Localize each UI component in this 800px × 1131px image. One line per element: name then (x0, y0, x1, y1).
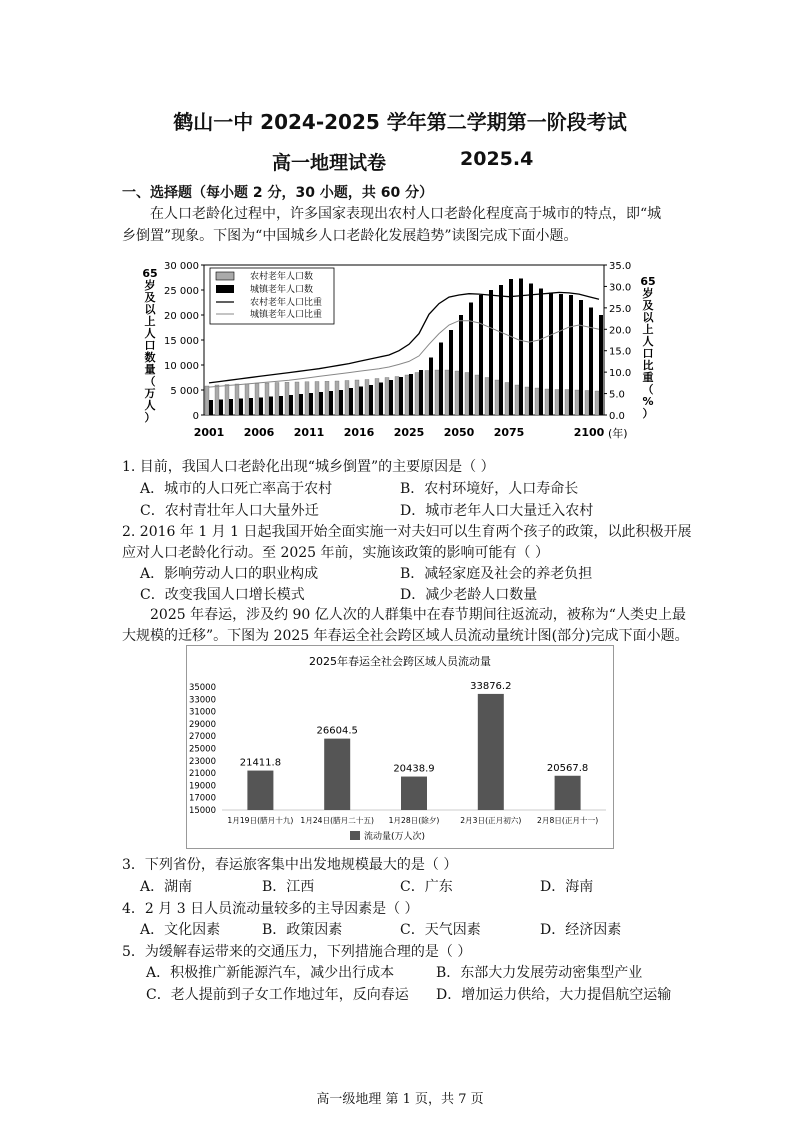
urban-count-bar (389, 380, 393, 415)
right-axis-label-char: ） (642, 407, 654, 420)
left-axis-label (142, 267, 157, 424)
y2-tick-label: 5.0 (609, 389, 625, 401)
left-axis-label-char: 以 (144, 303, 156, 316)
y-tick-label: 30 000 (164, 261, 199, 272)
urban-count-bar (359, 387, 363, 416)
category-label: 2月8日(正月十一) (537, 816, 599, 825)
q4-option-b[interactable]: B．政策因素 (262, 922, 343, 938)
right-axis-label-char: 重 (642, 371, 654, 384)
q1-option-a[interactable]: A．城市的人口死亡率高于农村 (140, 481, 333, 497)
left-axis-label-char: 量 (144, 363, 156, 376)
right-axis-label-char: % (642, 395, 654, 408)
right-axis-label-char: 比 (642, 359, 654, 372)
rural-count-bar (255, 384, 259, 416)
q4-stem: 4．2 月 3 日人员流动量较多的主导因素是（ ） (122, 901, 419, 917)
rural-count-bar (395, 377, 399, 416)
y-tick-label: 25000 (188, 744, 216, 755)
rural-count-bar (415, 373, 419, 416)
rural-count-bar (515, 385, 519, 415)
legend-swatch (350, 831, 360, 840)
travel-bar-label: 26604.5 (316, 725, 358, 737)
passage2-line-1: 2025 年春运，涉及约 90 亿人次的人群集中在春节期间往返流动，被称为“人类史上最 (150, 607, 686, 623)
section-heading: 一、选择题（每小题 2 分，30 小题，共 60 分） (122, 185, 434, 201)
rural-count-bar (335, 381, 339, 415)
category-label: 1月19日(腊月十九) (227, 816, 294, 825)
y-tick-label: 17000 (188, 793, 216, 804)
q1-stem: 1. 目前，我国人口老龄化出现“城乡倒置”的主要原因是（ ） (122, 459, 495, 475)
y-tick-label: 20 000 (164, 311, 199, 322)
right-axis-label-char: 及 (642, 299, 654, 312)
y2-tick-label: 35.0 (609, 261, 632, 272)
urban-count-bar (219, 400, 223, 416)
legend-urban-count: 城镇老年人口数 (250, 285, 314, 295)
left-axis-label-char: 万 (144, 387, 156, 400)
rural-count-bar (545, 389, 549, 415)
rural-count-bar (475, 375, 479, 415)
q3-option-b[interactable]: B．江西 (262, 879, 315, 895)
rural-count-bar (535, 388, 539, 415)
y2-tick-label: 20.0 (609, 325, 632, 337)
urban-count-bar (599, 315, 603, 415)
rural-count-bar (275, 383, 279, 416)
rural-count-bar (245, 384, 249, 415)
urban-count-bar (559, 294, 563, 415)
urban-count-bar (439, 343, 443, 416)
y-tick-label: 10 000 (164, 361, 199, 372)
y2-tick-label: 15.0 (609, 346, 632, 358)
urban-count-bar (539, 289, 543, 416)
chart-title: 2025年春运全社会跨区域人员流动量 (309, 655, 491, 668)
y-tick-label: 23000 (188, 756, 216, 767)
travel-bar-label: 33876.2 (470, 680, 512, 692)
q3-stem: 3．下列省份，春运旅客集中出发地规模最大的是（ ） (122, 857, 458, 873)
exam-subtitle: 高一地理试卷 (272, 152, 387, 174)
y-tick-label: 15000 (188, 806, 216, 816)
y2-tick-label: 10.0 (609, 368, 632, 380)
urban-count-bar (569, 295, 573, 415)
rural-count-bar (455, 371, 459, 415)
rural-count-bar (555, 390, 559, 416)
q5-option-a[interactable]: A．积极推广新能源汽车，减少出行成本 (146, 965, 395, 981)
urban-count-bar (289, 395, 293, 415)
rural-count-bar (235, 384, 239, 415)
urban-count-bar (519, 279, 523, 416)
x-tick-label: 2011 (293, 426, 325, 439)
right-axis-label-char: 65 (640, 275, 656, 288)
rural-count-bar (295, 382, 299, 415)
legend-rural-ratio: 农村老年人口比重 (250, 298, 323, 308)
rural-count-bar (425, 371, 429, 416)
y-tick-label: 33000 (188, 695, 216, 706)
legend-urban-ratio: 城镇老年人口比重 (250, 310, 323, 320)
urban-count-bar (509, 279, 513, 415)
travel-bar (401, 777, 427, 810)
y-tick-label: 5 000 (170, 386, 199, 397)
q2-option-b[interactable]: B．减轻家庭及社会的养老负担 (400, 566, 593, 582)
urban-count-bar (579, 300, 583, 415)
travel-bar (247, 771, 273, 810)
intro-line-1: 在人口老龄化过程中，许多国家表现出农村人口老龄化程度高于城市的特点，即“城 (150, 206, 662, 222)
left-axis-label-char: 人 (144, 399, 156, 412)
y-tick-label: 35000 (188, 683, 216, 693)
legend-label: 流动量(万人次) (364, 832, 426, 842)
q4-option-a[interactable]: A．文化因素 (140, 922, 221, 938)
legend-urban-count-swatch (216, 285, 234, 293)
rural-count-bar (505, 383, 509, 416)
rural-count-bar (355, 380, 359, 415)
rural-count-bar (495, 380, 499, 415)
x-tick-label: 2006 (243, 426, 275, 439)
right-axis-label (640, 275, 655, 420)
q5-option-b[interactable]: B．东部大力发展劳动密集型产业 (436, 965, 643, 981)
rural-count-bar (205, 386, 209, 415)
right-axis-label-char: （ (642, 383, 654, 396)
urban-count-bar (499, 285, 503, 415)
y-tick-label: 25 000 (164, 286, 199, 297)
q5-option-d[interactable]: D．增加运力供给，大力提倡航空运输 (436, 987, 672, 1003)
left-axis-label-char: 上 (144, 315, 156, 328)
urban-count-bar (529, 284, 533, 416)
rural-count-bar (265, 383, 269, 415)
urban-count-bar (229, 399, 233, 415)
x-tick-label: 2001 (193, 426, 225, 439)
rural-count-bar (565, 390, 569, 416)
y-tick-label: 27000 (188, 732, 216, 743)
rural-count-bar (365, 380, 369, 416)
rural-count-bar (575, 390, 579, 415)
urban-count-bar (299, 394, 303, 415)
urban-count-bar (549, 293, 553, 416)
x-tick-label: 2050 (443, 426, 475, 439)
left-axis-label-char: 65 (142, 267, 158, 280)
rural-count-bar (325, 381, 329, 415)
rural-count-bar (215, 385, 219, 415)
rural-count-bar (345, 381, 349, 416)
urban-count-bar (209, 400, 213, 415)
rural-count-bar (405, 375, 409, 415)
urban-count-bar (259, 398, 263, 416)
y2-tick-label: 25.0 (609, 303, 632, 315)
urban-count-bar (459, 315, 463, 415)
urban-count-bar (379, 383, 383, 416)
right-axis-label-char: 人 (642, 335, 654, 348)
q2-stem-2: 应对人口老龄化行动。至 2025 年前，实施该政策的影响可能有（ ） (122, 545, 549, 561)
urban-count-bar (369, 385, 373, 415)
travel-bar-label: 20567.8 (546, 762, 589, 774)
q1-option-b[interactable]: B．农村环境好，人口寿命长 (400, 481, 579, 497)
q2-option-d[interactable]: D．减少老龄人口数量 (400, 587, 538, 603)
q3-option-a[interactable]: A．湖南 (140, 879, 193, 895)
y-tick-label: 31000 (188, 707, 216, 718)
rural-count-bar (305, 382, 309, 415)
q5-stem: 5．为缓解春运带来的交通压力，下列措施合理的是（ ） (122, 944, 472, 960)
q2-option-a[interactable]: A．影响劳动人口的职业构成 (140, 566, 319, 582)
rural-count-bar (525, 387, 529, 415)
rural-count-bar (225, 385, 229, 416)
x-tick-label: 2100 (573, 426, 605, 439)
travel-bar-label: 20438.9 (393, 763, 435, 775)
aging-trend-chart (140, 255, 660, 445)
rural-count-bar (285, 382, 289, 415)
x-tick-label: 2025 (393, 426, 425, 439)
urban-count-bar (469, 303, 473, 416)
urban-count-bar (349, 388, 353, 415)
q1-option-d[interactable]: D．城市老年人口大量迁入农村 (400, 503, 594, 519)
q5-option-c[interactable]: C．老人提前到子女工作地过年，反向春运 (146, 987, 409, 1003)
urban-count-bar (309, 393, 313, 415)
rural-count-bar (315, 382, 319, 416)
urban-count-bar (479, 295, 483, 415)
x-tick-label: 2075 (493, 426, 525, 439)
travel-bar (478, 694, 504, 810)
y2-tick-label: 30.0 (609, 282, 632, 294)
y-tick-label: 29000 (188, 719, 216, 730)
right-axis-label-char: 上 (642, 323, 654, 336)
urban-count-bar (239, 399, 243, 416)
urban-count-bar (449, 330, 453, 415)
urban-count-bar (339, 390, 343, 415)
q4-option-d[interactable]: D．经济因素 (540, 922, 622, 938)
y-tick-label: 0 (192, 411, 199, 422)
q2-stem-1: 2. 2016 年 1 月 1 日起我国开始全面实施一对夫妇可以生育两个孩子的政策，以此积极开展 (122, 524, 692, 540)
rural-count-bar (595, 391, 599, 415)
urban-count-bar (279, 396, 283, 415)
left-axis-label-char: 及 (144, 291, 156, 304)
q4-option-c[interactable]: C．天气因素 (400, 922, 481, 938)
left-axis-label-char: 口 (144, 339, 156, 352)
urban-count-bar (329, 391, 333, 415)
left-axis-label-char: 人 (144, 327, 156, 340)
rural-count-bar (465, 373, 469, 416)
exam-date: 2025.4 (460, 148, 534, 170)
urban-count-bar (429, 358, 433, 416)
urban-count-bar (589, 308, 593, 416)
rural-count-bar (385, 378, 389, 416)
right-axis-label-char: 口 (642, 347, 654, 360)
rural-count-bar (435, 370, 439, 415)
urban-count-bar (409, 374, 413, 415)
left-axis-label-char: ） (144, 411, 156, 424)
y-tick-label: 19000 (188, 781, 216, 792)
left-axis-label-char: 数 (144, 351, 156, 364)
right-axis-label-char: 以 (642, 311, 654, 324)
urban-count-bar (399, 377, 403, 415)
passage2-line-2: 大规模的迁移”。下图为 2025 年春运全社会跨区域人员流动量统计图(部分)完成下面小题。 (122, 628, 689, 644)
travel-bar (555, 776, 581, 810)
rural-count-bar (485, 378, 489, 416)
travel-bar (324, 739, 350, 810)
travel-bar-label: 21411.8 (239, 757, 282, 769)
category-label: 1月28日(除夕) (388, 816, 440, 825)
x-tick-label: 2016 (343, 426, 375, 439)
left-axis-label-char: 岁 (144, 279, 156, 292)
exam-title: 鹤山一中 2024-2025 学年第二学期第一阶段考试 (173, 110, 627, 134)
q1-option-c[interactable]: C．农村青壮年人口大量外迁 (140, 503, 319, 519)
y-tick-label: 15 000 (164, 336, 199, 347)
page-footer: 高一级地理 第 1 页，共 7 页 (316, 1092, 484, 1107)
spring-travel-chart (186, 645, 614, 849)
q3-option-c[interactable]: C．广东 (400, 879, 453, 895)
urban-count-bar (319, 392, 323, 415)
right-axis-label-char: 岁 (642, 287, 654, 300)
y2-tick-label: 0.0 (609, 411, 625, 422)
rural-count-bar (585, 391, 589, 416)
category-label: 2月3日(正月初六) (460, 816, 522, 825)
q3-option-d[interactable]: D．海南 (540, 879, 594, 895)
left-axis-label-char: （ (144, 375, 156, 388)
urban-count-bar (249, 398, 253, 415)
intro-line-2: 乡倒置”现象。下图为“中国城乡人口老龄化发展趋势”读图完成下面小题。 (122, 228, 578, 244)
category-label: 1月24日(腊月二十五) (300, 816, 374, 825)
legend-rural-count: 农村老年人口数 (250, 272, 314, 282)
urban-count-bar (419, 370, 423, 415)
q2-option-c[interactable]: C．改变我国人口增长模式 (140, 587, 305, 603)
y-tick-label: 21000 (188, 769, 216, 780)
urban-count-bar (489, 290, 493, 415)
urban-count-bar (269, 397, 273, 416)
x-axis-suffix: (年) (608, 427, 628, 440)
legend-rural-count-swatch (216, 272, 234, 280)
rural-count-bar (375, 379, 379, 416)
rural-count-bar (445, 370, 449, 415)
